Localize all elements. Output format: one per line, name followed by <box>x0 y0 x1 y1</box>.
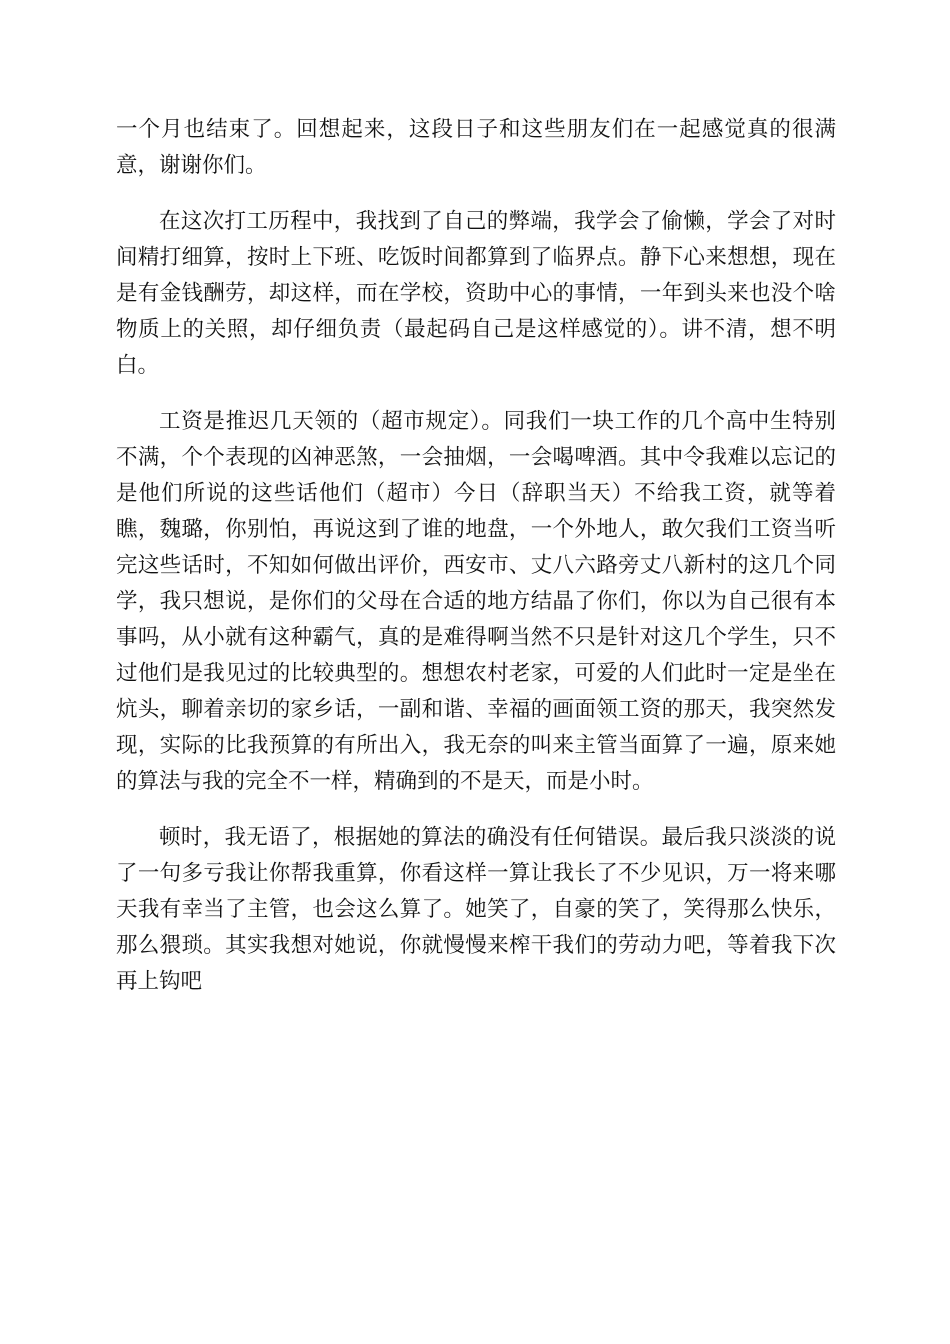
paragraph-2: 在这次打工历程中，我找到了自己的弊端，我学会了偷懒，学会了对时间精打细算，按时上下班、吃饭时间都算到了临界点。静下心来想想，现在是有金钱酬劳，却这样，而在学校，资助中心的事情，一年到头来也没个啥物质上的关照，却仔细负责（最起码自己是这样感觉的）。讲不清，想不明白。 <box>116 209 836 378</box>
paragraph-1: 一个月也结束了。回想起来，这段日子和这些朋友们在一起感觉真的很满意，谢谢你们。 <box>116 117 836 178</box>
paragraph-4: 顿时，我无语了，根据她的算法的确没有任何错误。最后我只淡淡的说了一句多亏我让你帮我重算，你看这样一算让我长了不少见识，万一将来哪天我有幸当了主管，也会这么算了。她笑了，自豪的笑了，笑得那么快乐，那么猥琐。其实我想对她说，你就慢慢来榨干我们的劳动力吧，等着我下次再上钩吧 <box>116 825 836 994</box>
document-body <box>116 112 836 1020</box>
paragraph-3: 工资是推迟几天领的（超市规定）。同我们一块工作的几个高中生特别不满，个个表现的凶神恶煞，一会抽烟，一会喝啤酒。其中令我难以忘记的是他们所说的这些话他们（超市）今日（辞职当天）不给我工资，就等着瞧，魏璐，你别怕，再说这到了谁的地盘，一个外地人，敢欠我们工资当听完这些话时，不知如何做出评价，西安市、丈八六路旁丈八新村的这几个同学，我只想说，是你们的父母在合适的地方结晶了你们，你以为自己很有本事吗，从小就有这种霸气，真的是难得啊当然不只是针对这几个学生，只不过他们是我见过的比较典型的。想想农村老家，可爱的人们此时一定是坐在炕头，聊着亲切的家乡话，一副和谐、幸福的画面领工资的那天，我突然发现，实际的比我预算的有所出入，我无奈的叫来主管当面算了一遍，原来她的算法与我的完全不一样，精确到的不是天，而是小时。 <box>116 409 836 794</box>
